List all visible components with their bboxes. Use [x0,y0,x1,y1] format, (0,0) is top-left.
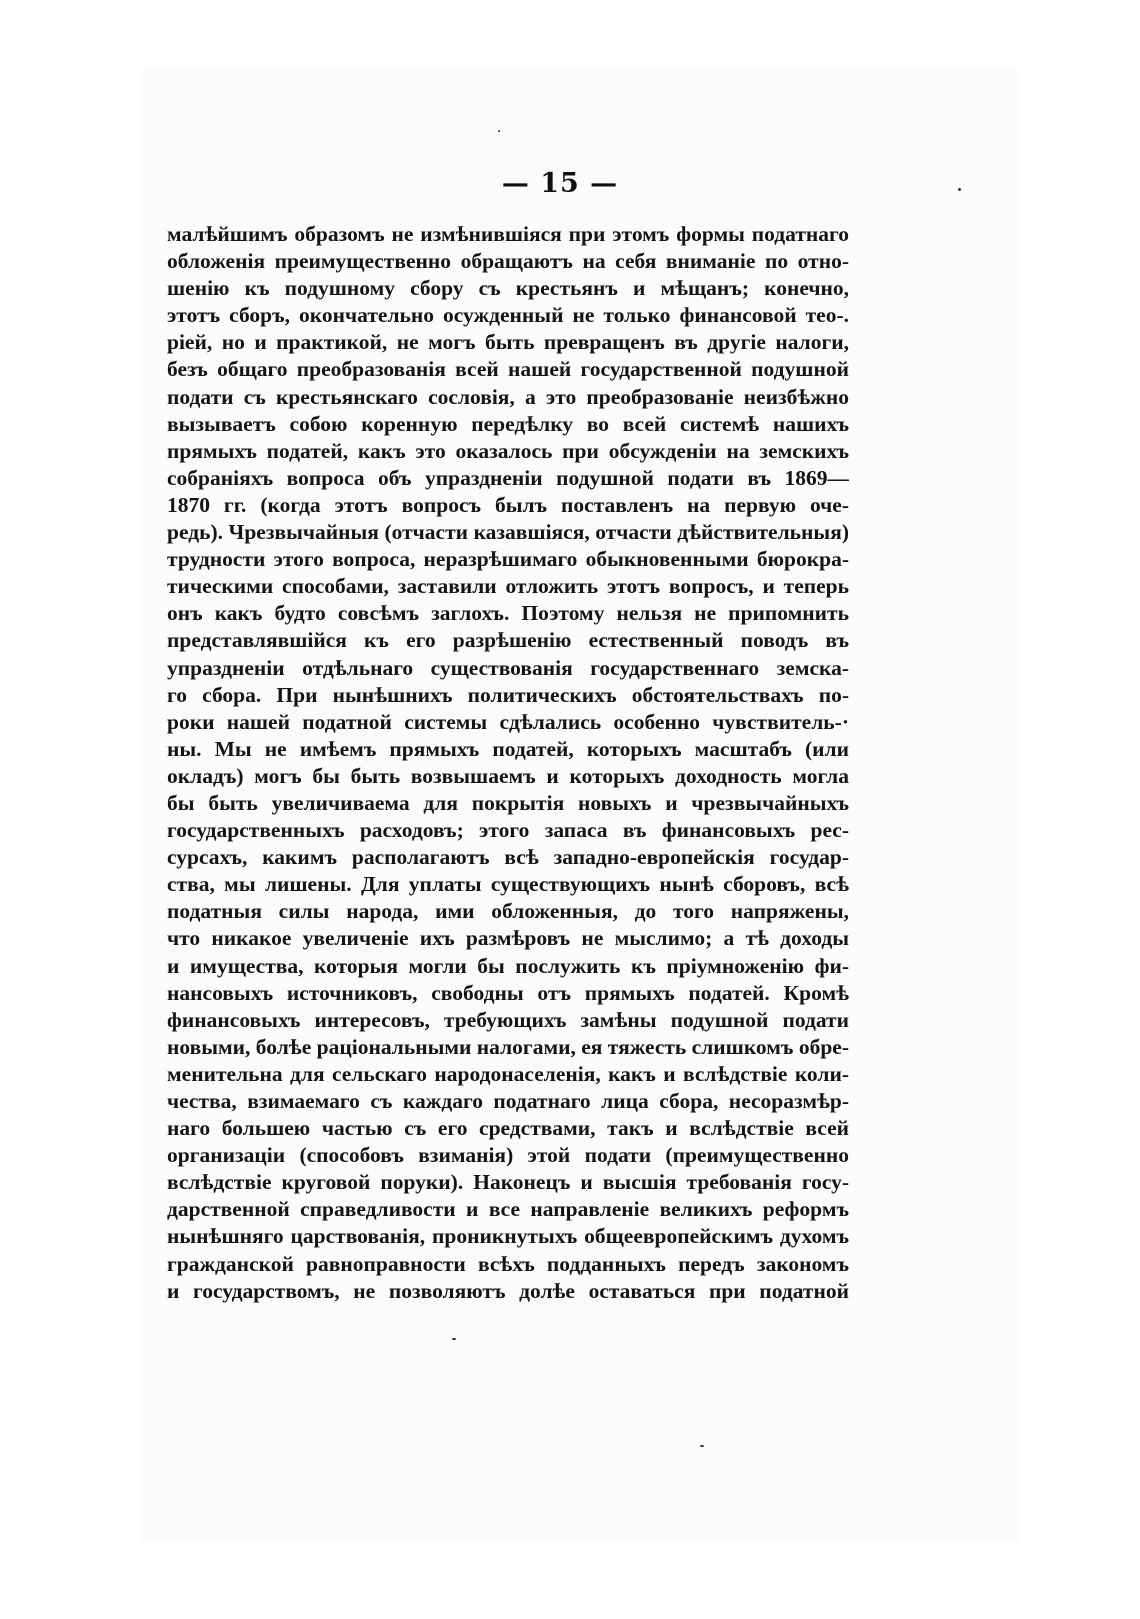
text-line: подати съ крестьянскаго сословія, а это преобразованіе неизбѣжно [167,384,849,409]
text-line: роки нашей податной системы сдѣлались особенно чувствитель-· [167,709,849,734]
text-line: этотъ сборъ, окончательно осужденный не только финансовой тео-. [167,303,849,328]
text-line: и имущества, которыя могли бы послужить къ пріумноженію фи- [167,953,849,978]
text-line: обложенія преимущественно обращаютъ на себя вниманіе по отно- [167,249,849,274]
text-line: редь). Чрезвычайныя (отчасти казавшіяся, отчасти дѣйствительныя) [167,520,849,545]
text-line: ріей, но и практикой, не могъ быть превращенъ въ другіе налоги, [167,330,849,355]
text-line: и государствомъ, не позволяютъ долѣе оставаться при податной [167,1278,849,1303]
text-line: государственныхъ расходовъ; этого запаса въ финансовыхъ рес- [167,818,849,843]
text-line: организаціи (способовъ взиманія) этой подати (преимущественно [167,1143,849,1168]
text-line: малѣйшимъ образомъ не измѣнившіяся при этомъ формы податнаго [167,222,849,246]
scan-speck [452,1338,456,1340]
text-line: менительна для сельскаго народонаселенія, какъ и вслѣдствіе коли- [167,1061,849,1086]
text-line: ства, мы лишены. Для уплаты существующихъ нынѣ сборовъ, всѣ [167,872,849,897]
text-line: сурсахъ, какимъ располагаютъ всѣ западно-европейскія государ- [167,845,849,870]
text-line: чества, взимаемаго съ каждаго податнаго лица сбора, несоразмѣр- [167,1089,849,1113]
text-line: что никакое увеличеніе ихъ размѣровъ не мыслимо; а тѣ доходы [167,926,849,951]
text-line: податныя силы народа, ими обложенныя, до того напряжены, [167,899,849,924]
text-line: тическими способами, заставили отложить этотъ вопросъ, и теперь [167,574,849,599]
text-line: трудности этого вопроса, неразрѣшимаго обыкновенными бюрокра- [167,547,849,572]
text-line: ны. Мы не имѣемъ прямыхъ податей, которыхъ масштабъ (или [167,736,849,761]
text-line: наго большею частью съ его средствами, такъ и вслѣдствіе всей [167,1116,849,1141]
text-line: шенію къ подушному сбору съ крестьянъ и мѣщанъ; конечно, [167,276,849,301]
text-line: прямыхъ податей, какъ это оказалось при обсужденіи на земскихъ [167,438,849,463]
text-line: гражданской равноправности всѣхъ подданныхъ передъ закономъ [167,1251,849,1276]
text-line: собраніяхъ вопроса объ упраздненіи подушной подати въ 1869— [167,465,849,490]
text-line: 1870 гг. (когда этотъ вопросъ былъ поставленъ на первую оче- [167,492,849,517]
text-line: новыми, болѣе раціональными налогами, ея тяжесть слишкомъ обре- [167,1034,849,1059]
text-line: онъ какъ будто совсѣмъ заглохъ. Поэтому нельзя не припомнить [167,601,849,626]
scan-speck [498,130,500,132]
text-line: нынѣшняго царствованія, проникнутыхъ общеевропейскимъ духомъ [167,1224,849,1249]
text-line: упраздненіи отдѣльнаго существованія государственнаго земска- [167,655,849,680]
text-line: дарственной справедливости и все направленіе великихъ реформъ [167,1197,849,1222]
text-line: нансовыхъ источниковъ, свободны отъ прямыхъ податей. Кромѣ [167,980,849,1005]
page-number: — 15 — [501,168,619,199]
text-line: вслѣдствіе круговой поруки). Наконецъ и высшія требованія госу- [167,1170,849,1195]
text-line: финансовыхъ интересовъ, требующихъ замѣны подушной подати [167,1007,849,1032]
text-line: окладъ) могъ бы быть возвышаемъ и которыхъ доходность могла [167,763,849,788]
body-text [167,221,849,1305]
text-line: бы быть увеличиваема для покрытія новыхъ и чрезвычайныхъ [167,790,849,815]
text-line: го сбора. При нынѣшнихъ политическихъ обстоятельствахъ по- [167,682,849,707]
scan-speck [700,1445,704,1447]
text-line: безъ общаго преобразованія всей нашей государственной подушной [167,357,849,382]
text-line: представлявшійся къ его разрѣшенію естественный поводъ въ [167,628,849,653]
text-line: вызываетъ собою коренную передѣлку во всей системѣ нашихъ [167,411,849,436]
